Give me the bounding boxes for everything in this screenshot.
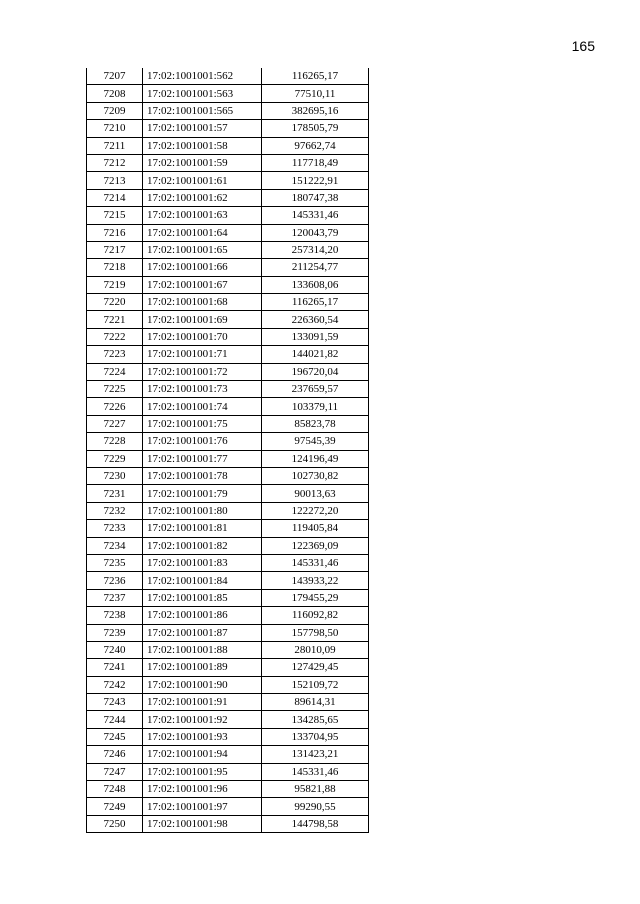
table-row [87,346,369,363]
row-number-cell: 7224 [87,363,143,380]
cadastral-number-cell: 17:02:1001001:89 [143,659,262,676]
cadastral-value-cell: 28010,09 [262,641,369,658]
row-number-cell: 7241 [87,659,143,676]
row-number-cell: 7235 [87,554,143,571]
cadastral-number-cell: 17:02:1001001:67 [143,276,262,293]
row-number-cell: 7239 [87,624,143,641]
cadastral-value-cell: 144798,58 [262,815,369,832]
page-number: 165 [571,38,595,54]
cadastral-value-cell: 102730,82 [262,467,369,484]
cadastral-number-cell: 17:02:1001001:59 [143,154,262,171]
row-number-cell: 7211 [87,137,143,154]
row-number-cell: 7209 [87,102,143,119]
table-row [87,485,369,502]
table-row [87,189,369,206]
cadastral-value-cell: 127429,45 [262,659,369,676]
table-row [87,311,369,328]
cadastral-number-cell: 17:02:1001001:70 [143,328,262,345]
table-row [87,224,369,241]
cadastral-number-cell: 17:02:1001001:58 [143,137,262,154]
table-row [87,328,369,345]
cadastral-value-cell: 143933,22 [262,572,369,589]
cadastral-number-cell: 17:02:1001001:73 [143,381,262,398]
table-row [87,415,369,432]
cadastral-value-cell: 97545,39 [262,433,369,450]
table-row [87,154,369,171]
table-row [87,763,369,780]
cadastral-value-cell: 145331,46 [262,207,369,224]
cadastral-value-cell: 179455,29 [262,589,369,606]
table-row [87,694,369,711]
cadastral-number-cell: 17:02:1001001:88 [143,641,262,658]
cadastral-value-cell: 145331,46 [262,554,369,571]
cadastral-number-cell: 17:02:1001001:87 [143,624,262,641]
cadastral-value-cell: 145331,46 [262,763,369,780]
table-row [87,520,369,537]
row-number-cell: 7246 [87,746,143,763]
row-number-cell: 7238 [87,607,143,624]
cadastral-value-cell: 116092,82 [262,607,369,624]
table-row [87,172,369,189]
row-number-cell: 7223 [87,346,143,363]
table-row [87,137,369,154]
cadastral-number-cell: 17:02:1001001:81 [143,520,262,537]
cadastral-number-cell: 17:02:1001001:79 [143,485,262,502]
row-number-cell: 7231 [87,485,143,502]
cadastral-number-cell: 17:02:1001001:92 [143,711,262,728]
cadastral-value-cell: 133704,95 [262,728,369,745]
row-number-cell: 7216 [87,224,143,241]
row-number-cell: 7249 [87,798,143,815]
table-row [87,450,369,467]
cadastral-value-cell: 85823,78 [262,415,369,432]
cadastral-number-cell: 17:02:1001001:95 [143,763,262,780]
row-number-cell: 7207 [87,68,143,85]
cadastral-value-cell: 99290,55 [262,798,369,815]
row-number-cell: 7229 [87,450,143,467]
cadastral-value-cell: 122369,09 [262,537,369,554]
cadastral-number-cell: 17:02:1001001:57 [143,120,262,137]
cadastral-value-cell: 77510,11 [262,85,369,102]
row-number-cell: 7208 [87,85,143,102]
cadastral-value-cell: 237659,57 [262,381,369,398]
row-number-cell: 7226 [87,398,143,415]
table-row [87,120,369,137]
row-number-cell: 7250 [87,815,143,832]
table-row [87,398,369,415]
cadastral-value-cell: 90013,63 [262,485,369,502]
table-row [87,433,369,450]
row-number-cell: 7212 [87,154,143,171]
row-number-cell: 7215 [87,207,143,224]
cadastral-number-cell: 17:02:1001001:97 [143,798,262,815]
row-number-cell: 7232 [87,502,143,519]
cadastral-value-cell: 95821,88 [262,781,369,798]
row-number-cell: 7240 [87,641,143,658]
row-number-cell: 7247 [87,763,143,780]
cadastral-number-cell: 17:02:1001001:98 [143,815,262,832]
cadastral-value-cell: 211254,77 [262,259,369,276]
table-row [87,102,369,119]
cadastral-value-cell: 226360,54 [262,311,369,328]
cadastral-number-cell: 17:02:1001001:69 [143,311,262,328]
table-row [87,363,369,380]
row-number-cell: 7228 [87,433,143,450]
cadastral-number-cell: 17:02:1001001:86 [143,607,262,624]
cadastral-value-cell: 180747,38 [262,189,369,206]
row-number-cell: 7233 [87,520,143,537]
cadastral-number-cell: 17:02:1001001:63 [143,207,262,224]
cadastral-value-cell: 196720,04 [262,363,369,380]
table-row [87,711,369,728]
table-row [87,607,369,624]
cadastral-value-cell: 116265,17 [262,294,369,311]
cadastral-value-cell: 131423,21 [262,746,369,763]
cadastral-number-cell: 17:02:1001001:74 [143,398,262,415]
row-number-cell: 7245 [87,728,143,745]
row-number-cell: 7227 [87,415,143,432]
table-row [87,502,369,519]
cadastral-value-cell: 120043,79 [262,224,369,241]
table-row [87,294,369,311]
cadastral-number-cell: 17:02:1001001:90 [143,676,262,693]
cadastral-table [86,68,369,833]
cadastral-number-cell: 17:02:1001001:85 [143,589,262,606]
cadastral-number-cell: 17:02:1001001:562 [143,68,262,85]
cadastral-number-cell: 17:02:1001001:563 [143,85,262,102]
table-row [87,276,369,293]
table-row [87,85,369,102]
cadastral-value-cell: 382695,16 [262,102,369,119]
cadastral-number-cell: 17:02:1001001:68 [143,294,262,311]
cadastral-number-cell: 17:02:1001001:77 [143,450,262,467]
table-row [87,68,369,85]
row-number-cell: 7219 [87,276,143,293]
row-number-cell: 7225 [87,381,143,398]
cadastral-value-cell: 124196,49 [262,450,369,467]
row-number-cell: 7248 [87,781,143,798]
row-number-cell: 7236 [87,572,143,589]
table-row [87,589,369,606]
table-row [87,641,369,658]
row-number-cell: 7221 [87,311,143,328]
cadastral-number-cell: 17:02:1001001:64 [143,224,262,241]
table-body [87,68,369,833]
table-row [87,207,369,224]
table-row [87,815,369,832]
row-number-cell: 7210 [87,120,143,137]
cadastral-value-cell: 103379,11 [262,398,369,415]
table-row [87,381,369,398]
table-row [87,241,369,258]
table-row [87,746,369,763]
cadastral-value-cell: 122272,20 [262,502,369,519]
cadastral-number-cell: 17:02:1001001:72 [143,363,262,380]
row-number-cell: 7222 [87,328,143,345]
row-number-cell: 7244 [87,711,143,728]
row-number-cell: 7230 [87,467,143,484]
cadastral-value-cell: 117718,49 [262,154,369,171]
cadastral-value-cell: 89614,31 [262,694,369,711]
cadastral-value-cell: 133608,06 [262,276,369,293]
cadastral-number-cell: 17:02:1001001:84 [143,572,262,589]
table-row [87,728,369,745]
row-number-cell: 7214 [87,189,143,206]
cadastral-number-cell: 17:02:1001001:96 [143,781,262,798]
cadastral-number-cell: 17:02:1001001:65 [143,241,262,258]
cadastral-number-cell: 17:02:1001001:83 [143,554,262,571]
row-number-cell: 7218 [87,259,143,276]
table-row [87,676,369,693]
table-row [87,259,369,276]
cadastral-value-cell: 97662,74 [262,137,369,154]
cadastral-number-cell: 17:02:1001001:565 [143,102,262,119]
row-number-cell: 7217 [87,241,143,258]
row-number-cell: 7234 [87,537,143,554]
cadastral-number-cell: 17:02:1001001:71 [143,346,262,363]
row-number-cell: 7242 [87,676,143,693]
table-row [87,781,369,798]
row-number-cell: 7213 [87,172,143,189]
table-row [87,572,369,589]
cadastral-value-cell: 257314,20 [262,241,369,258]
table-row [87,798,369,815]
table-row [87,537,369,554]
cadastral-value-cell: 116265,17 [262,68,369,85]
cadastral-value-cell: 151222,91 [262,172,369,189]
cadastral-value-cell: 157798,50 [262,624,369,641]
cadastral-number-cell: 17:02:1001001:91 [143,694,262,711]
row-number-cell: 7243 [87,694,143,711]
cadastral-number-cell: 17:02:1001001:94 [143,746,262,763]
row-number-cell: 7220 [87,294,143,311]
cadastral-number-cell: 17:02:1001001:76 [143,433,262,450]
cadastral-number-cell: 17:02:1001001:80 [143,502,262,519]
cadastral-value-cell: 134285,65 [262,711,369,728]
cadastral-number-cell: 17:02:1001001:61 [143,172,262,189]
table-row [87,467,369,484]
cadastral-number-cell: 17:02:1001001:62 [143,189,262,206]
cadastral-number-cell: 17:02:1001001:66 [143,259,262,276]
cadastral-value-cell: 144021,82 [262,346,369,363]
cadastral-value-cell: 119405,84 [262,520,369,537]
table-row [87,624,369,641]
cadastral-number-cell: 17:02:1001001:82 [143,537,262,554]
row-number-cell: 7237 [87,589,143,606]
cadastral-number-cell: 17:02:1001001:78 [143,467,262,484]
cadastral-number-cell: 17:02:1001001:93 [143,728,262,745]
cadastral-value-cell: 152109,72 [262,676,369,693]
cadastral-value-cell: 133091,59 [262,328,369,345]
cadastral-number-cell: 17:02:1001001:75 [143,415,262,432]
table-row [87,554,369,571]
table-row [87,659,369,676]
cadastral-value-cell: 178505,79 [262,120,369,137]
